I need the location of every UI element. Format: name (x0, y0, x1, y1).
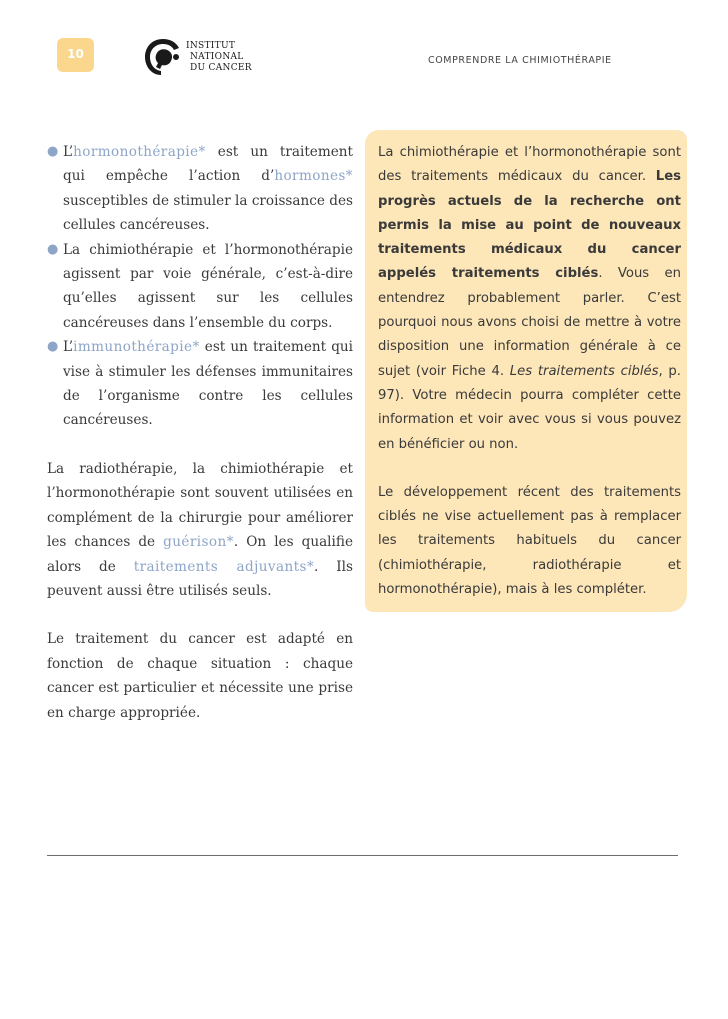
paragraph-adaptation: Le traitement du cancer est adapté en fonction de chaque situation : chaque cancer est particulier et nécessite une prise en charge appropriée. (47, 631, 353, 721)
glossary-term-hormones[interactable]: hormones* (274, 168, 353, 185)
bullet-dot-icon: ● (47, 144, 59, 159)
bottom-divider (47, 855, 678, 856)
highlight-box-text (378, 141, 681, 602)
text-run: susceptibles de stimuler la croissance des cellules cancéreuses. (63, 192, 353, 234)
logo-emblem-icon (143, 37, 183, 79)
left-column (47, 140, 353, 725)
text-run: est un traitement qui empêche l’action d’ (63, 144, 353, 185)
glossary-term-traitements-adjuvants[interactable]: traitements adjuvants* (133, 558, 315, 575)
logo-line-2: NATIONAL (190, 52, 244, 62)
logo-wordmark (186, 41, 252, 74)
glossary-term-immunotherapie[interactable]: immunothérapie* (73, 339, 200, 356)
page-number: 10 (67, 47, 84, 61)
bullet-list (47, 140, 353, 433)
bullet-dot-icon: ● (47, 241, 59, 257)
text-run: L’ (63, 339, 74, 356)
bullet-dot-icon: ● (47, 339, 59, 355)
emphasis-text: Les progrès actuels de la recherche ont permis la mise au point de nouveaux traitements médicaux du cancer appelés traitements ciblés (378, 169, 681, 282)
text-run: est un traitement qui vise à stimuler les défenses immunitaires de l’organisme contre les cellules cancéreuses. (63, 339, 353, 429)
institut-national-du-cancer-logo (143, 37, 252, 79)
logo-line-3: DU CANCER (190, 63, 252, 73)
bullet-item-hormonotherapie (47, 140, 353, 238)
text-run: La chimiothérapie et l’hormonothérapie agissent par voie générale, c’est-à-dire qu’elles agissent sur les cellules cancéreuses dans l’ensemble du corps. (63, 241, 353, 331)
text-run: . Vous en entendrez probablement parler. C’est pourquoi nous avons choisi de mettre à votre disposition une information générale à ce sujet (voir Fiche 4. (378, 266, 682, 379)
logo-line-1: INSTITUT (186, 41, 236, 51)
text-run: , p. 97). Votre médecin pourra compléter cette information et voir avec vous si vous pouvez en bénéficier ou non. (378, 363, 681, 452)
text-run: L’ (63, 144, 74, 160)
box-paragraph-1 (378, 141, 681, 457)
text-run: La chimiothérapie et l’hormonothérapie sont des traitements médicaux du cancer. (378, 145, 681, 185)
fiche-reference: Les traitements ciblés (509, 363, 659, 379)
text-run: . On les qualifie alors de (47, 534, 353, 575)
bullet-item-immunotherapie (47, 335, 353, 433)
glossary-term-hormonotherapie[interactable]: hormonothérapie* (73, 144, 206, 160)
text-run: . Ils peuvent aussi être utilisés seuls. (47, 558, 353, 599)
text-run: La radiothérapie, la chimiothérapie et l’hormonothérapie sont souvent utilisées en complément de la chirurgie pour améliorer les chances de (47, 460, 353, 551)
bullet-item-voie-generale (47, 238, 353, 336)
page-number-badge (57, 38, 94, 72)
box-paragraph-2: Le développement récent des traitements ciblés ne vise actuellement pas à remplacer les traitements habituels du cancer (chimiothérapie, radiothérapie et hormonothérapie), mais à les compléter. (378, 484, 681, 598)
paragraph-adjuvants (47, 457, 353, 603)
running-title: COMPRENDRE LA CHIMIOTHÉRAPIE (428, 55, 612, 66)
glossary-term-guerison[interactable]: guérison* (163, 534, 234, 551)
